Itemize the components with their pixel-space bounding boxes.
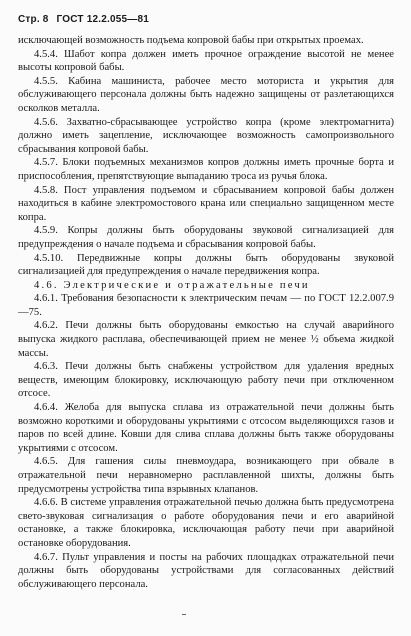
- paragraph-4-5-6: 4.5.6. Захватно-сбрасывающее устройство копра (кроме электромагнита) должно иметь зацепление, исключающее возможность самопроизвольного сбрасывания копровой бабы.: [18, 116, 394, 155]
- paragraph-4-5-4: 4.5.4. Шабот копра должен иметь прочное ограждение высотой не менее высоты копровой бабы.: [18, 48, 394, 74]
- paragraph-4-6-3: 4.6.3. Печи должны быть снабжены устройством для удаления вредных веществ, имеющим блокировку, исключающую работу печи при отключенном отсосе.: [18, 361, 394, 400]
- paragraph-4-5-7: 4.5.7. Блоки подъемных механизмов копров должны иметь прочные борта и приспособления, препятствующие выпаданию троса из ручья блока.: [18, 157, 394, 182]
- paragraph-continuation: исключающей возможность подъема копровой бабы при открытых проемах.: [18, 35, 364, 46]
- page-header: [18, 14, 394, 25]
- page-number: Стр. 8: [18, 14, 49, 25]
- paragraph-4-5-9: 4.5.9. Копры должны быть оборудованы звуковой сигнализацией для предупреждения о начале подъема и сбрасывания копровой бабы.: [18, 225, 394, 250]
- paragraph-4-6-7: 4.6.7. Пульт управления и посты на рабочих площадках отражательной печи должны быть оборудованы устройствами для согласованных действий обслуживающего персонала.: [18, 551, 394, 590]
- standard-designation: ГОСТ 12.2.055—81: [56, 14, 149, 25]
- document-page: [18, 14, 394, 591]
- paragraph-4-5-5: 4.5.5. Кабина машиниста, рабочее место моториста и укрытия для обслуживающего персонала должны быть надежно защищены от разлетающихся осколков металла.: [18, 75, 394, 114]
- paragraph-4-6-6: 4.6.6. В системе управления отражательной печью должна быть предусмотрена свето-звуковая сигнализация о работе оборудования печи и его аварийной остановке, а также блокировка, исключающая работу печи при аварийной остановке оборудования.: [18, 497, 394, 549]
- paragraph-4-6-4: 4.6.4. Желоба для выпуска сплава из отражательной печи должны быть возможно короткими и оборудованы укрытиями с отсосом выделяющихся газов и паров по всей длине. Ковши для слива сплава должны быть также оборудованы укрытиями с отсосом.: [18, 402, 394, 454]
- paragraph-4-5-8: 4.5.8. Пост управления подъемом и сбрасыванием копровой бабы должен находиться в кабине электромостового крана или специально защищенном месте копра.: [18, 184, 394, 223]
- paragraph-4-6-1: 4.6.1. Требования безопасности к электрическим печам — по ГОСТ 12.2.007.9—75.: [18, 293, 394, 318]
- section-heading-4-6: 4.6. Электрические и отражательные печи: [34, 279, 310, 291]
- page-footer-mark: [182, 614, 186, 615]
- paragraph-4-6-5: 4.6.5. Для гашения силы пневмоудара, возникающего при обвале в отражательной печи неравномерно расплавленной шихты, должны быть предусмотрены устройства типа взрывных клапанов.: [18, 456, 394, 495]
- paragraph-4-6-2: 4.6.2. Печи должны быть оборудованы емкостью на случай аварийного выпуска жидкого расплава, обеспечивающей прием не менее ½ объема жидкой массы.: [18, 320, 394, 359]
- paragraph-4-5-10: 4.5.10. Передвижные копры должны быть оборудованы звуковой сигнализацией для предупреждения о начале передвижения копра.: [18, 252, 394, 278]
